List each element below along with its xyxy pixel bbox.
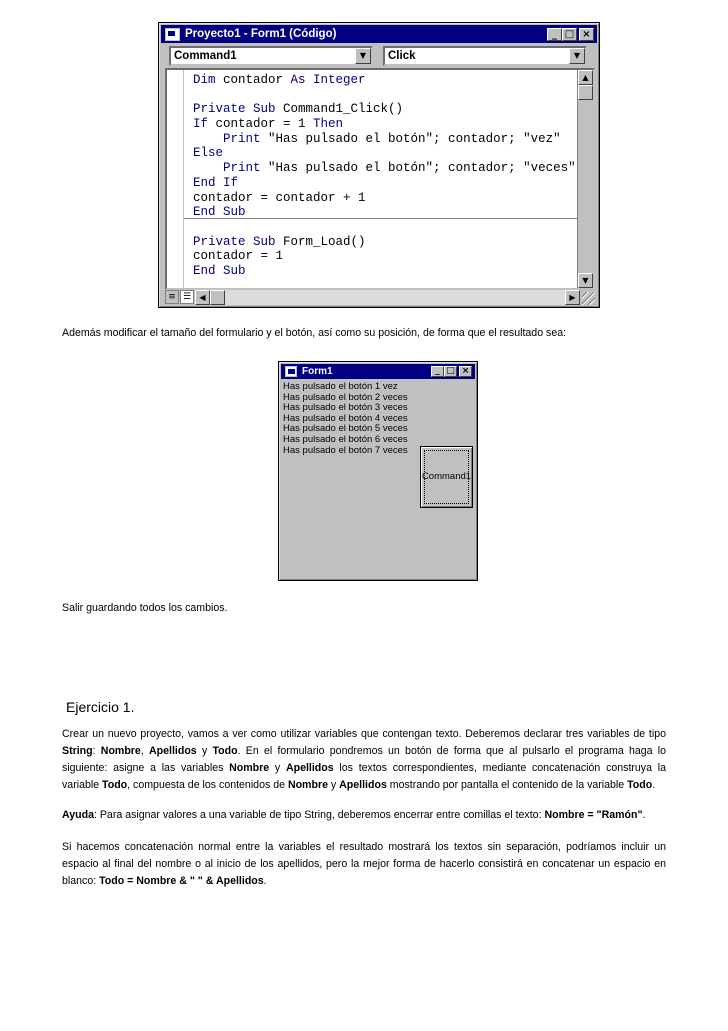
- text-run: .: [642, 809, 646, 821]
- text-run: y: [196, 745, 213, 757]
- text-run: mostrando por pantalla el contenido de la variable: [386, 779, 628, 791]
- bold-term: Nombre: [100, 745, 141, 757]
- code-keyword: Print: [223, 131, 261, 146]
- code-line[interactable]: [193, 264, 576, 279]
- bold-term: Todo: [627, 779, 653, 791]
- code-token: "Has pulsado el botón"; contador; "vez": [260, 131, 561, 146]
- vertical-scrollbar[interactable]: [577, 70, 593, 288]
- text-run: . En el formulario pondremos un botón de forma que al pulsarlo el programa haga lo siguiente: asigne a las variables: [62, 745, 666, 774]
- text-run: :: [92, 745, 101, 757]
- code-line[interactable]: [193, 117, 576, 132]
- bold-term: String: [62, 745, 93, 757]
- code-keyword: End If: [193, 175, 239, 190]
- close-icon[interactable]: ×: [459, 366, 472, 377]
- code-line[interactable]: [193, 249, 576, 264]
- code-text[interactable]: [193, 73, 576, 279]
- code-token: Command1_Click(): [275, 102, 404, 117]
- margin-indicator-bar: [167, 70, 184, 288]
- text-run: .: [263, 875, 267, 887]
- text-run: : Para asignar valores a una variable de tipo String, deberemos encerrar entre comillas el texto:: [93, 809, 545, 821]
- code-line[interactable]: [193, 73, 576, 88]
- bold-term: Apellidos: [149, 745, 197, 757]
- bold-term: Todo = Nombre & " " & Apellidos: [99, 875, 264, 887]
- output-line: Has pulsado el botón 4 veces: [283, 412, 408, 424]
- bold-term: Ayuda: [62, 809, 94, 821]
- code-window-titlebar[interactable]: [161, 25, 597, 43]
- code-line[interactable]: [193, 220, 576, 235]
- text-run: , compuesta de los contenidos de: [127, 779, 288, 791]
- procedure-view-icon[interactable]: ≡: [165, 290, 179, 304]
- output-line: Has pulsado el botón 3 veces: [283, 402, 408, 414]
- code-token: contador = 1: [193, 249, 284, 264]
- text-run: .: [652, 779, 656, 791]
- minimize-icon[interactable]: _: [431, 366, 444, 377]
- object-combo-value: Command1: [174, 50, 237, 62]
- text-run: los textos correspondientes, mediante concatenación construya la variable: [62, 762, 666, 791]
- intro-text: Además modificar el tamaño del formulario y el botón, así como su posición, de forma que el resultado sea:: [62, 327, 567, 339]
- text-run: y: [327, 779, 340, 791]
- scroll-up-icon[interactable]: ▲: [578, 70, 593, 85]
- code-keyword: Print: [223, 161, 261, 176]
- full-module-view-icon[interactable]: ☰: [180, 290, 194, 304]
- help-paragraph: [62, 807, 666, 824]
- scroll-thumb[interactable]: [578, 85, 593, 100]
- maximize-icon[interactable]: □: [444, 366, 457, 377]
- command1-button-label: Command1: [421, 471, 472, 482]
- procedure-combo[interactable]: [383, 46, 587, 66]
- code-line[interactable]: [193, 191, 576, 206]
- code-editor[interactable]: [165, 68, 595, 290]
- code-keyword: Dim: [193, 73, 216, 87]
- exercise-title: Ejercicio 1.: [66, 699, 135, 715]
- code-token: "Has pulsado el botón"; contador; "veces": [260, 161, 576, 176]
- code-line[interactable]: [193, 161, 576, 176]
- close-icon[interactable]: ×: [579, 28, 594, 41]
- code-line[interactable]: [193, 176, 576, 191]
- code-keyword: End Sub: [193, 263, 246, 278]
- code-token: Form_Load(): [275, 234, 366, 249]
- code-line[interactable]: [193, 205, 576, 220]
- code-line[interactable]: [193, 132, 576, 147]
- code-keyword: If: [193, 117, 209, 132]
- code-keyword: Private Sub: [193, 234, 276, 249]
- bold-term: Apellidos: [285, 762, 334, 774]
- form1-titlebar[interactable]: [281, 364, 475, 379]
- code-keyword: As Integer: [290, 73, 366, 87]
- bold-term: Apellidos: [339, 779, 387, 791]
- horizontal-scrollbar[interactable]: [195, 290, 580, 305]
- code-line[interactable]: [193, 88, 576, 103]
- code-token: [193, 132, 223, 146]
- output-line: Has pulsado el botón 5 veces: [283, 423, 408, 435]
- form-icon: [285, 366, 297, 377]
- form1-output: [283, 382, 408, 456]
- code-window: [158, 22, 600, 308]
- code-token: [193, 161, 223, 175]
- scroll-right-icon[interactable]: ▶: [565, 290, 580, 305]
- bold-term: Todo: [212, 745, 238, 757]
- text-run: y: [269, 762, 286, 774]
- exercise-paragraph-1: [62, 726, 666, 794]
- code-keyword: Private Sub: [193, 102, 276, 117]
- scroll-down-icon[interactable]: ▼: [578, 273, 593, 288]
- output-line: Has pulsado el botón 7 veces: [283, 444, 408, 456]
- code-keyword: End Sub: [193, 205, 246, 220]
- command1-button[interactable]: [420, 446, 473, 508]
- output-line: Has pulsado el botón 2 veces: [283, 391, 408, 403]
- procedure-combo-value: Click: [388, 50, 416, 62]
- minimize-icon[interactable]: _: [547, 28, 562, 41]
- form1-title: Form1: [302, 366, 333, 377]
- output-line: Has pulsado el botón 6 veces: [283, 433, 408, 445]
- code-line[interactable]: [193, 235, 576, 250]
- code-keyword: Else: [193, 146, 224, 161]
- code-keyword: Then: [313, 117, 344, 132]
- text-run: Crear un nuevo proyecto, vamos a ver como utilizar variables que contengan texto. Deberemos declarar tres variables de tipo: [62, 728, 666, 740]
- code-token: contador: [215, 73, 291, 87]
- code-line[interactable]: [193, 102, 576, 117]
- bold-term: Nombre = "Ramón": [544, 809, 643, 821]
- maximize-icon[interactable]: □: [562, 28, 577, 41]
- code-token: contador = 1: [208, 117, 314, 132]
- bold-term: Nombre: [229, 762, 270, 774]
- output-line: Has pulsado el botón 1 vez: [283, 381, 398, 392]
- code-window-title: Proyecto1 - Form1 (Código): [185, 28, 337, 40]
- chevron-down-icon[interactable]: ▼: [355, 48, 371, 64]
- horizontal-scroll-thumb[interactable]: [210, 290, 225, 305]
- save-instruction: Salir guardando todos los cambios.: [62, 602, 228, 614]
- vb-module-icon: [165, 28, 180, 41]
- bold-term: Nombre: [287, 779, 328, 791]
- object-combo[interactable]: [169, 46, 373, 66]
- scroll-left-icon[interactable]: ◀: [195, 290, 210, 305]
- text-run: ,: [140, 745, 150, 757]
- code-token: contador = contador + 1: [193, 190, 366, 205]
- chevron-down-icon[interactable]: ▼: [569, 48, 585, 64]
- concatenation-paragraph: [62, 839, 666, 890]
- resize-grip-icon[interactable]: [582, 292, 595, 305]
- code-line[interactable]: [193, 146, 576, 161]
- text-run: Si hacemos concatenación normal entre la variables el resultado mostrará los textos sin separación, podríamos incluir un espacio al final del nombre o al inicio de los apellidos, pero la mejor forma de hacerlo consistirá en concatenar un espacio en blanco:: [62, 841, 666, 887]
- bold-term: Todo: [102, 779, 128, 791]
- bottom-bar: [165, 290, 595, 305]
- form1-window: [278, 361, 478, 581]
